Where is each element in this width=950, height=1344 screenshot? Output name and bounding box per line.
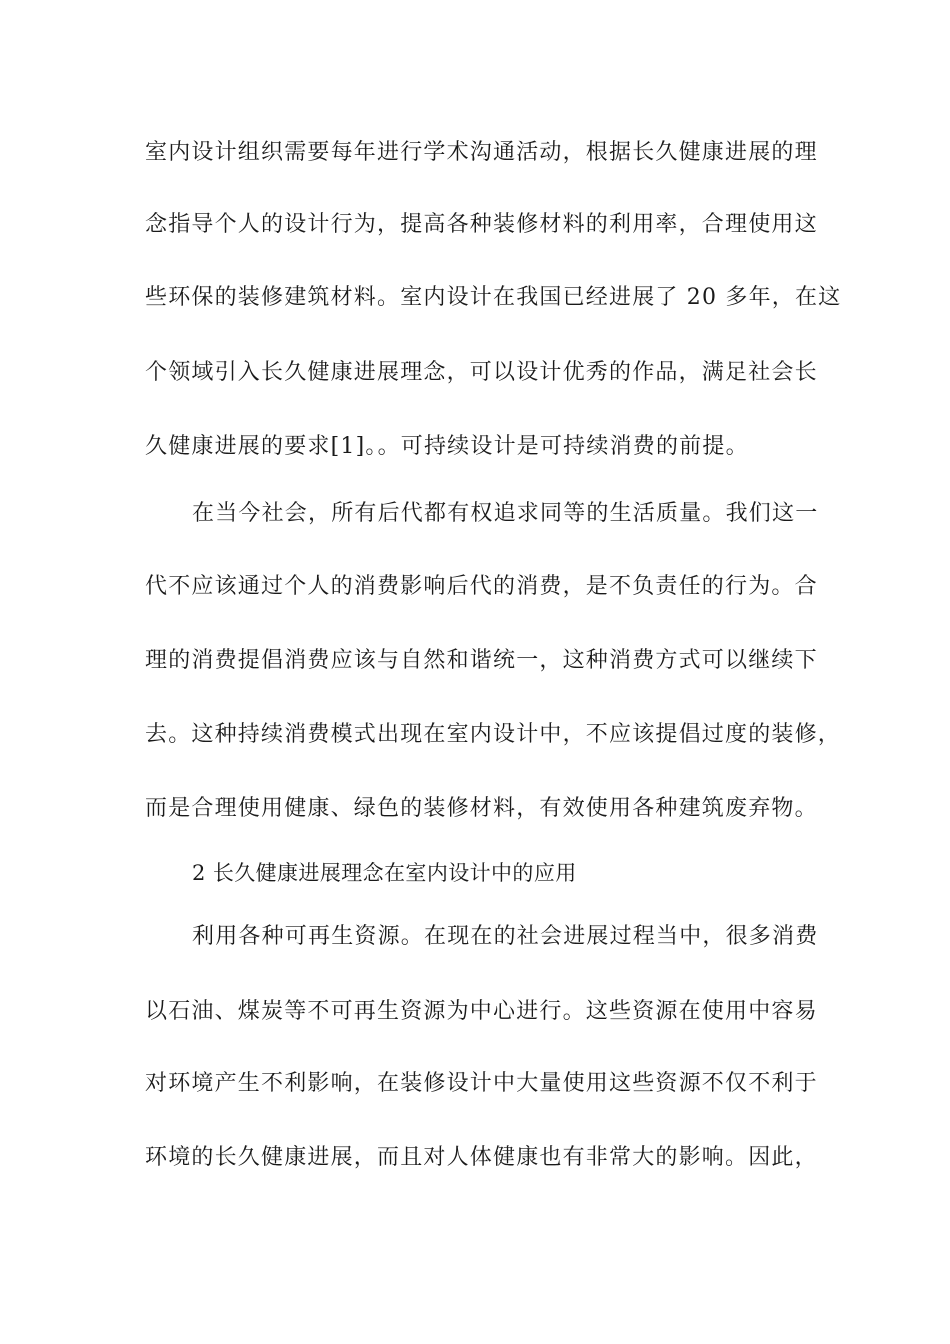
paragraph-3-line-3: 对环境产生不利影响，在装修设计中大量使用这些资源不仅不利于 bbox=[145, 1071, 818, 1096]
paragraph-2-line-5: 而是合理使用健康、绿色的装修材料，有效使用各种建筑废弃物。 bbox=[145, 796, 818, 821]
paragraph-1-line-4: 个领域引入长久健康进展理念，可以设计优秀的作品，满足社会长 bbox=[145, 360, 818, 385]
section-heading: 2 长久健康进展理念在室内设计中的应用 bbox=[192, 861, 577, 885]
paragraph-3-line-1: 利用各种可再生资源。在现在的社会进展过程当中，很多消费 bbox=[192, 924, 819, 949]
paragraph-1-line-2: 念指导个人的设计行为，提高各种装修材料的利用率，合理使用这 bbox=[145, 212, 818, 237]
paragraph-1-line-3: 些环保的装修建筑材料。室内设计在我国已经进展了 20 多年，在这 bbox=[145, 285, 842, 310]
paragraph-2-line-1: 在当今社会，所有后代都有权追求同等的生活质量。我们这一 bbox=[192, 501, 819, 526]
paragraph-2-line-2: 代不应该通过个人的消费影响后代的消费，是不负责任的行为。合 bbox=[145, 574, 818, 599]
paragraph-2-line-3: 理的消费提倡消费应该与自然和谐统一，这种消费方式可以继续下 bbox=[145, 648, 818, 673]
paragraph-1-line-5: 久健康进展的要求[1]。。可持续设计是可持续消费的前提。 bbox=[145, 434, 749, 459]
paragraph-3-line-4: 环境的长久健康进展，而且对人体健康也有非常大的影响。因此， bbox=[145, 1145, 818, 1170]
paragraph-1-line-1: 室内设计组织需要每年进行学术沟通活动，根据长久健康进展的理 bbox=[145, 140, 818, 165]
paragraph-2-line-4: 去。这种持续消费模式出现在室内设计中，不应该提倡过度的装修， bbox=[145, 722, 842, 747]
paragraph-3-line-2: 以石油、煤炭等不可再生资源为中心进行。这些资源在使用中容易 bbox=[145, 999, 818, 1024]
